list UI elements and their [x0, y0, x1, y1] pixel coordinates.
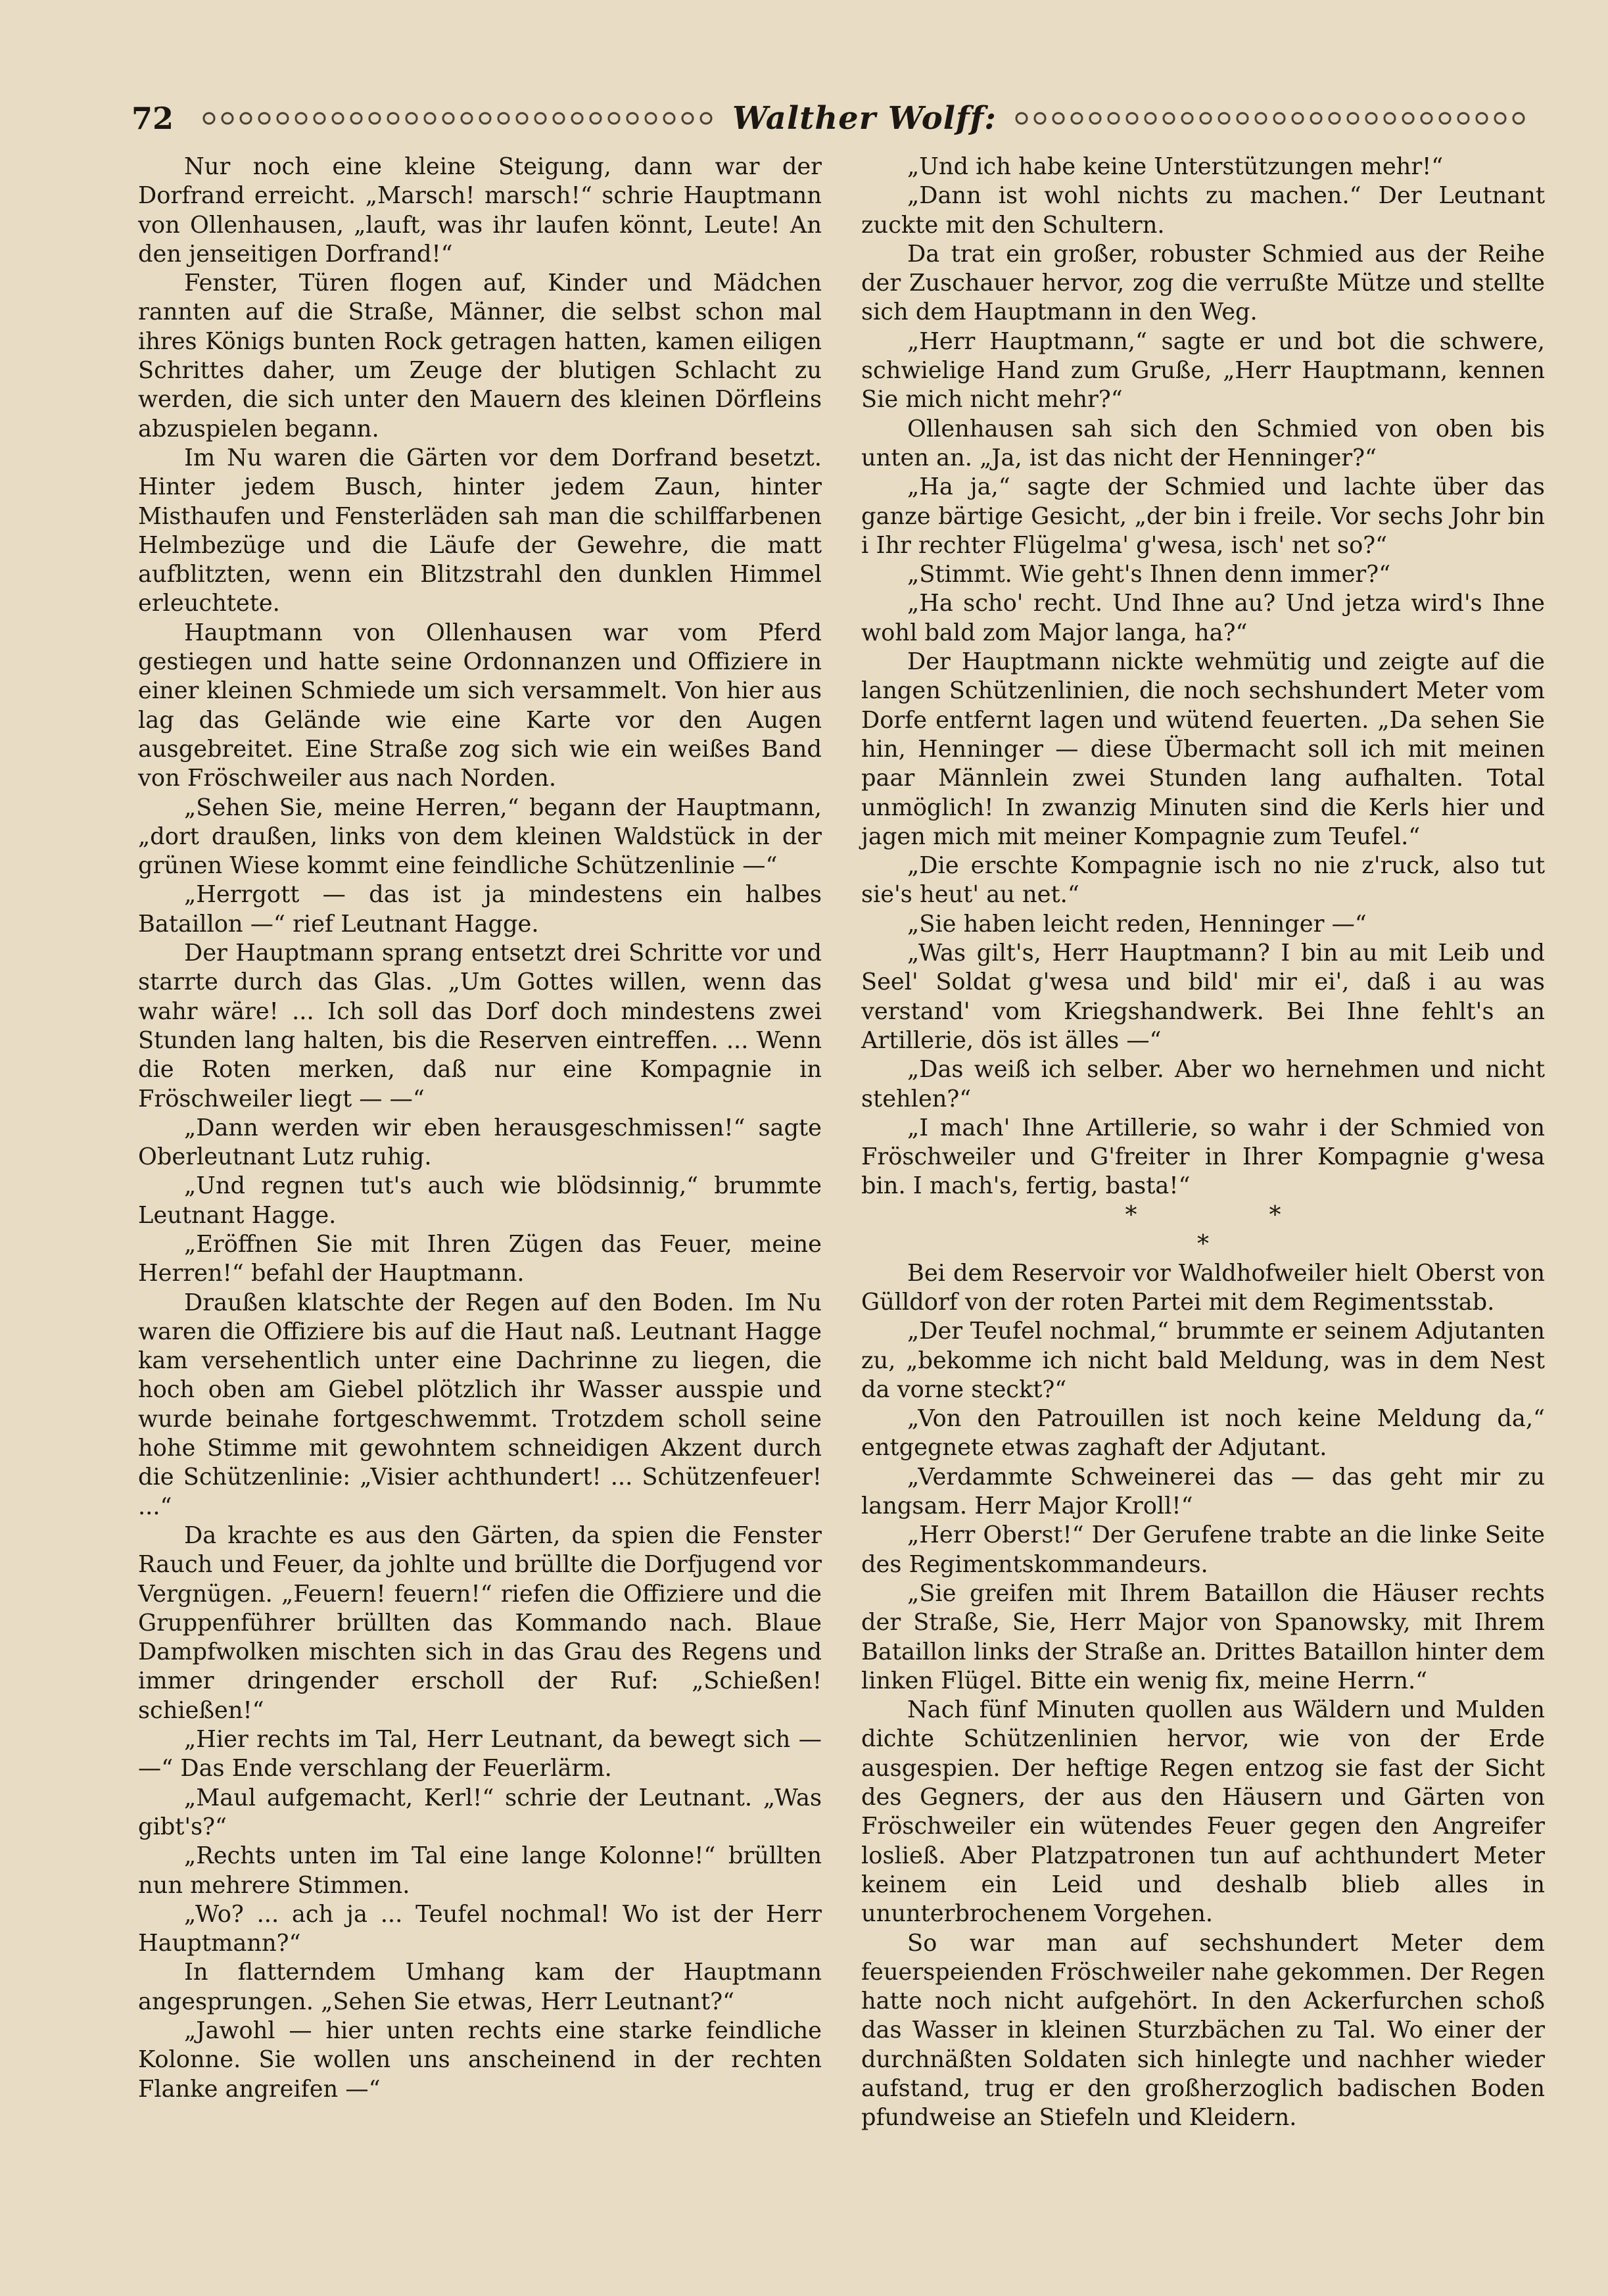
page-number: 72: [131, 101, 174, 136]
paragraph: „Herrgott — das ist ja mindestens ein halbes Bataillon —“ rief Leutnant Hagge.: [138, 881, 822, 938]
paragraph: „Herr Oberst!“ Der Gerufene trabte an die linke Seite des Regimentskommandeurs.: [861, 1521, 1545, 1578]
paragraph: „Dann werden wir eben herausgeschmissen!“ sagte Oberleutnant Lutz ruhig.: [138, 1114, 822, 1171]
paragraph: „Die erschte Kompagnie isch no nie z'ruck, also tut sie's heut' au net.“: [861, 852, 1545, 909]
paragraph: „Sie haben leicht reden, Henninger —“: [907, 910, 1367, 938]
paragraph: „Maul aufgemacht, Kerl!“ schrie der Leutnant. „Was gibt's?“: [138, 1784, 822, 1840]
paragraph: „Ha scho' recht. Und Ihne au? Und jetza wird's Ihne wohl bald zom Major langa, ha?“: [861, 590, 1545, 646]
asterisk: *: [1269, 1201, 1281, 1229]
paragraph: „Stimmt. Wie geht's Ihnen denn immer?“: [907, 561, 1391, 588]
paragraph: „Was gilt's, Herr Hauptmann? I bin au mit Leib und Seel' Soldat g'wesa und bild' mir ei', daß i au was verstand' vom Kriegshandwerk. Bei Ihne fehlt's an Artillerie, dös ist älles —“: [861, 940, 1545, 1054]
paragraph: „I mach' Ihne Artillerie, so wahr i der Schmied von Fröschweiler und G'freiter in Ihrer Kompagnie g'wesa bin. I mach's, fertig, basta!“: [861, 1114, 1545, 1200]
paragraph: Da krachte es aus den Gärten, da spien die Fenster Rauch und Feuer, da johlte und brüllte die Dorfjugend vor Vergnügen. „Feuern! feuern!“ riefen die Offiziere und die Gruppenführer brüllten das Kommando nach. Blaue Dampfwolken mischten sich in das Grau des Regens und immer dringender erscholl der Ruf: „Schießen! schießen!“: [138, 1521, 822, 1724]
paragraph: „Verdammte Schweinerei das — das geht mir zu langsam. Herr Major Kroll!“: [861, 1463, 1545, 1520]
paragraph: „Sie greifen mit Ihrem Bataillon die Häuser rechts der Straße, Sie, Herr Major von Spanowsky, mit Ihrem Bataillon links der Straße an. Drittes Bataillon hinter dem linken Flügel. Bitte ein wenig fix, meine Herrn.“: [861, 1579, 1545, 1694]
ornament-rule-right: [1012, 109, 1529, 128]
paragraph: Fenster, Türen flogen auf, Kinder und Mädchen rannten auf die Straße, Männer, die selbst schon mal ihres Königs bunten Rock getragen hatten, kamen eiligen Schrittes daher, um Zeuge der blutigen Schlacht zu werden, die sich unter den Mauern des kleinen Dörfleins abzuspielen begann.: [138, 270, 822, 442]
paragraph: Nur noch eine kleine Steigung, dann war der Dorfrand erreicht. „Marsch! marsch!“ schrie Hauptmann von Ollenhausen, „lauft, was ihr laufen könnt, Leute! An den jenseitigen Dorfrand!“: [138, 153, 822, 268]
paragraph: „Von den Patrouillen ist noch keine Meldung da,“ entgegnete etwas zaghaft der Adjutant.: [861, 1405, 1545, 1462]
paragraph: „Wo? ... ach ja ... Teufel nochmal! Wo ist der Herr Hauptmann?“: [138, 1900, 822, 1957]
paragraph: Hauptmann von Ollenhausen war vom Pferd gestiegen und hatte seine Ordonnanzen und Offiziere in einer kleinen Schmiede um sich versammelt. Von hier aus lag das Gelände wie eine Karte vor den Augen ausgebreitet. Eine Straße zog sich wie ein weißes Band von Fröschweiler aus nach Norden.: [138, 619, 822, 792]
paragraph: „Jawohl — hier unten rechts eine starke feindliche Kolonne. Sie wollen uns anscheinend in der rechten Flanke angreifen —“: [138, 2017, 822, 2103]
paragraph: „Hier rechts im Tal, Herr Leutnant, da bewegt sich — —“ Das Ende verschlang der Feuerlärm.: [138, 1726, 822, 1782]
asterisk: *: [1197, 1230, 1209, 1258]
section-break: [861, 1201, 1545, 1259]
paragraph: „Und regnen tut's auch wie blödsinnig,“ brummte Leutnant Hagge.: [138, 1172, 822, 1229]
paragraph: Ollenhausen sah sich den Schmied von oben bis unten an. „Ja, ist das nicht der Henninger?“: [861, 415, 1545, 471]
paragraph: „Herr Hauptmann,“ sagte er und bot die schwere, schwielige Hand zum Gruße, „Herr Hauptmann, kennen Sie mich nicht mehr?“: [861, 327, 1545, 414]
asterisk: *: [1125, 1201, 1137, 1229]
paragraph: Der Hauptmann nickte wehmütig und zeigte auf die langen Schützenlinien, die noch sechshundert Meter vom Dorfe entfernt lagen und wütend feuerten. „Da sehen Sie hin, Henninger — diese Übermacht soll ich mit meinen paar Männlein zwei Stunden lang aufhalten. Total unmöglich! In zwanzig Minuten sind die Kerls hier und jagen mich mit meiner Kompagnie zum Teufel.“: [861, 648, 1545, 850]
ornament-rule-left: [200, 109, 717, 128]
paragraph: „Und ich habe keine Unterstützungen mehr!“: [907, 153, 1444, 180]
paragraph: Draußen klatschte der Regen auf den Boden. Im Nu waren die Offiziere bis auf die Haut naß. Leutnant Hagge kam versehentlich unter eine Dachrinne zu liegen, die hoch oben am Giebel plötzlich ihr Wasser ausspie und wurde beinahe fortgeschwemmt. Trotzdem scholl seine hohe Stimme mit gewohntem schneidigen Akzent durch die Schützenlinie: „Visier achthundert! ... Schützenfeuer! ...“: [138, 1289, 822, 1520]
paragraph: Da trat ein großer, robuster Schmied aus der Reihe der Zuschauer hervor, zog die verrußte Mütze und stellte sich dem Hauptmann in den Weg.: [861, 240, 1545, 326]
paragraph: „Eröffnen Sie mit Ihren Zügen das Feuer, meine Herren!“ befahl der Hauptmann.: [138, 1230, 822, 1287]
paragraph: „Ha ja,“ sagte der Schmied und lachte über das ganze bärtige Gesicht, „der bin i freile. Vor sechs Johr bin i Ihr rechter Flügelma' g'wesa, isch' net so?“: [861, 473, 1545, 559]
page-header: [131, 92, 1545, 145]
paragraph: So war man auf sechshundert Meter dem feuerspeienden Fröschweiler nahe gekommen. Der Regen hatte noch nicht aufgehört. In den Ackerfurchen schoß das Wasser in kleinen Sturzbächen zu Tal. Wo einer der durchnäßten Soldaten sich hinlegte und nachher wieder aufstand, trug er den großherzoglich badischen Boden pfundweise an Stiefeln und Kleidern.: [861, 1929, 1545, 2132]
paragraph: Der Hauptmann sprang entsetzt drei Schritte vor und starrte durch das Glas. „Um Gottes willen, wenn das wahr wäre! ... Ich soll das Dorf doch mindestens zwei Stunden lang halten, bis die Reserven eintreffen. ... Wenn die Roten merken, daß nur eine Kompagnie in Fröschweiler liegt — —“: [138, 940, 822, 1112]
paragraph: „Dann ist wohl nichts zu machen.“ Der Leutnant zuckte mit den Schultern.: [861, 182, 1545, 239]
paragraph: In flatterndem Umhang kam der Hauptmann angesprungen. „Sehen Sie etwas, Herr Leutnant?“: [138, 1959, 822, 2015]
running-title: Walther Wolff:: [732, 100, 997, 137]
paragraph: Bei dem Reservoir vor Waldhofweiler hielt Oberst von Gülldorf von der roten Partei mit dem Regimentsstab.: [861, 1259, 1545, 1316]
paragraph: „Rechts unten im Tal eine lange Kolonne!“ brüllten nun mehrere Stimmen.: [138, 1842, 822, 1899]
right-column: [861, 153, 1545, 2133]
paragraph: Im Nu waren die Gärten vor dem Dorfrand besetzt. Hinter jedem Busch, hinter jedem Zaun, hinter Misthaufen und Fensterläden sah man die schilffarbenen Helmbezüge und die Läufe der Gewehre, die matt aufblitzten, wenn ein Blitzstrahl den dunklen Himmel erleuchtete.: [138, 444, 822, 617]
left-column: [138, 153, 822, 2104]
paragraph: „Der Teufel nochmal,“ brummte er seinem Adjutanten zu, „bekomme ich nicht bald Meldung, was in dem Nest da vorne steckt?“: [861, 1318, 1545, 1403]
paragraph: „Das weiß ich selber. Aber wo hernehmen und nicht stehlen?“: [861, 1056, 1545, 1112]
paragraph: „Sehen Sie, meine Herren,“ begann der Hauptmann, „dort draußen, links von dem kleinen Waldstück in der grünen Wiese kommt eine feindliche Schützenlinie —“: [138, 794, 822, 880]
paragraph: Nach fünf Minuten quollen aus Wäldern und Mulden dichte Schützenlinien hervor, wie von der Erde ausgespien. Der heftige Regen entzog sie fast der Sicht des Gegners, der aus den Häusern und Gärten von Fröschweiler ein wütendes Feuer gegen den Angreifer losließ. Aber Platzpatronen tun auf achthundert Meter keinem ein Leid und deshalb blieb alles in ununterbrochenem Vorgehen.: [861, 1696, 1545, 1928]
